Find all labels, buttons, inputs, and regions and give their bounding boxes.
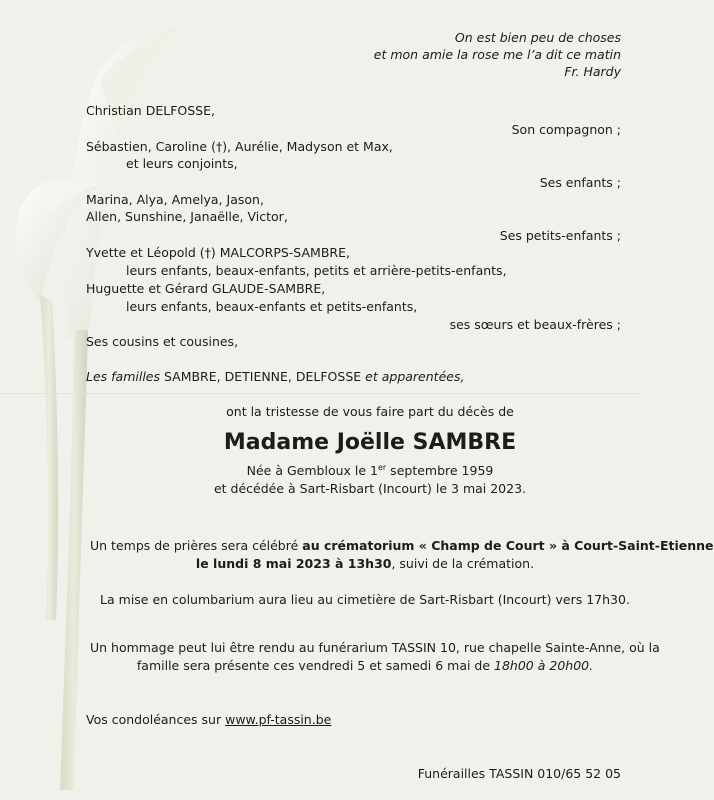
companion-role: Son compagnon ; bbox=[511, 122, 621, 137]
birth-suffix: septembre 1959 bbox=[386, 463, 494, 478]
funeral-home-contact: Funérailles TASSIN 010/65 52 05 bbox=[417, 766, 621, 781]
prayer-line-1 bbox=[90, 538, 714, 553]
grandchildren-role: Ses petits-enfants ; bbox=[499, 228, 621, 243]
children-line-1: Sébastien, Caroline (†), Aurélie, Madyson et Max, bbox=[86, 139, 393, 154]
prayer-line-2 bbox=[90, 556, 640, 571]
sibling-2-name: Huguette et Gérard GLAUDE-SAMBRE, bbox=[86, 281, 326, 296]
condolences-link[interactable]: www.pf-tassin.be bbox=[225, 712, 332, 727]
death-info: et décédée à Sart-Risbart (Incourt) le 3 mai 2023. bbox=[213, 481, 527, 496]
families-suffix: et apparentées, bbox=[365, 369, 465, 384]
quote-line-1: On est bien peu de choses bbox=[454, 30, 621, 45]
prayer-intro: Un temps de prières sera célébré bbox=[90, 538, 303, 553]
prayer-date: le lundi 8 mai 2023 à 13h30 bbox=[195, 556, 392, 571]
condolences-line bbox=[86, 712, 331, 727]
sibling-1-name: Yvette et Léopold (†) MALCORPS-SAMBRE, bbox=[86, 245, 350, 260]
homage-line-1: Un hommage peut lui être rendu au funérarium TASSIN 10, rue chapelle Sainte-Anne, où la bbox=[90, 640, 660, 655]
condolences-prefix: Vos condoléances sur bbox=[86, 712, 226, 727]
families-names: SAMBRE, DETIENNE, DELFOSSE bbox=[163, 369, 362, 384]
deceased-name: Madame Joëlle SAMBRE bbox=[223, 430, 517, 455]
columbarium-info: La mise en columbarium aura lieu au cimetière de Sart-Risbart (Incourt) vers 17h30. bbox=[100, 592, 630, 607]
prayer-after: , suivi de la crémation. bbox=[391, 556, 535, 571]
sibling-2-desc: leurs enfants, beaux-enfants et petits-enfants, bbox=[126, 299, 418, 314]
quote-line-2: et mon amie la rose me l’a dit ce matin bbox=[373, 47, 621, 62]
families-line bbox=[86, 369, 464, 384]
homage-time: 18h00 à 20h00. bbox=[494, 658, 594, 673]
page-fold-line bbox=[0, 393, 643, 394]
companion-name: Christian DELFOSSE, bbox=[86, 103, 215, 118]
children-role: Ses enfants ; bbox=[539, 175, 621, 190]
siblings-role: ses sœurs et beaux-frères ; bbox=[449, 317, 621, 332]
birth-ordinal: er bbox=[377, 462, 387, 472]
homage-line-2 bbox=[90, 658, 640, 673]
sibling-1-desc: leurs enfants, beaux-enfants, petits et arrière-petits-enfants, bbox=[126, 263, 507, 278]
prayer-place: au crématorium « Champ de Court » à Court-Saint-Etienne bbox=[302, 538, 714, 553]
grandchildren-line-1: Marina, Alya, Amelya, Jason, bbox=[86, 192, 264, 207]
grandchildren-line-2: Allen, Sunshine, Janaëlle, Victor, bbox=[86, 209, 288, 224]
birth-info bbox=[100, 463, 640, 478]
announcement-intro: ont la tristesse de vous faire part du décès de bbox=[226, 404, 514, 419]
families-prefix: Les familles bbox=[86, 369, 160, 384]
cousins: Ses cousins et cousines, bbox=[86, 334, 239, 349]
birth-prefix: Née à Gembloux le 1 bbox=[246, 463, 378, 478]
quote-author: Fr. Hardy bbox=[564, 64, 621, 79]
children-line-2: et leurs conjoints, bbox=[126, 156, 238, 171]
homage-prefix: famille sera présente ces vendredi 5 et samedi 6 mai de bbox=[136, 658, 495, 673]
